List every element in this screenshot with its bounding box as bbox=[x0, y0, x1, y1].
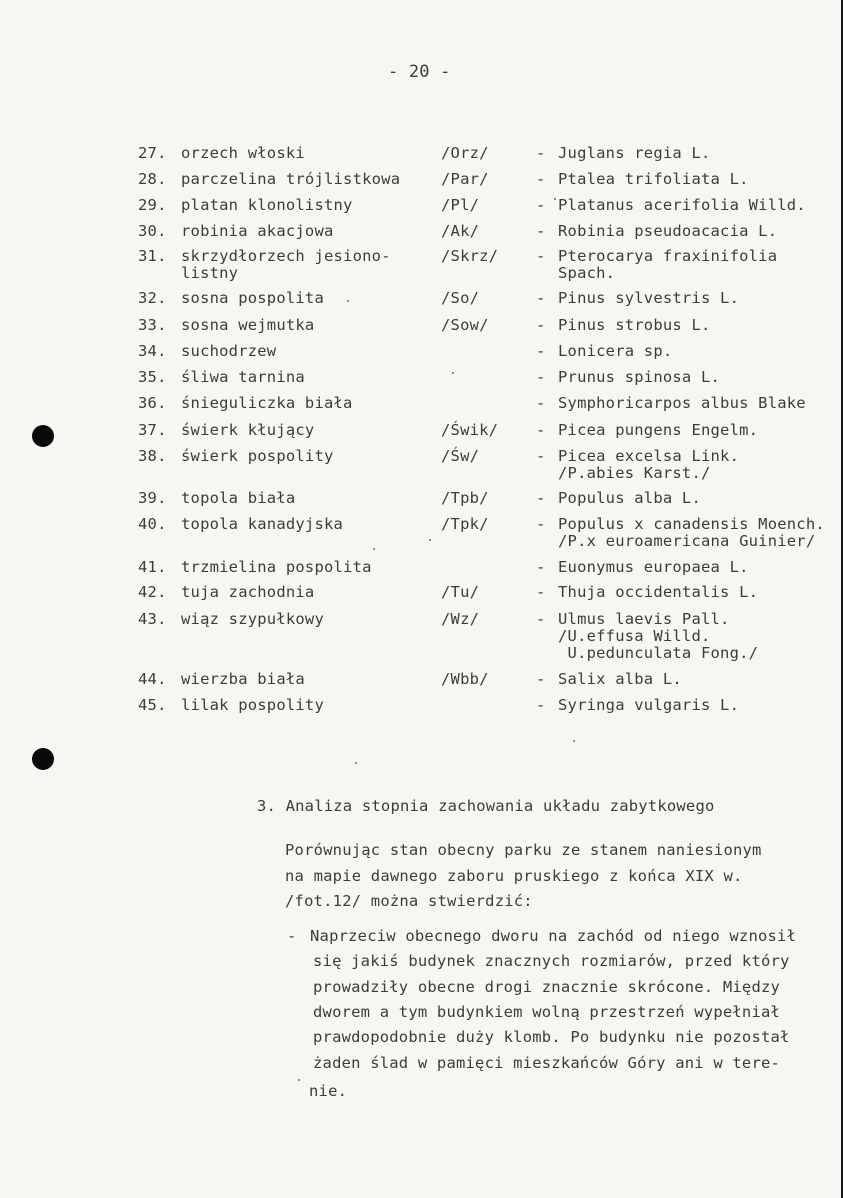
species-number: 44. bbox=[138, 670, 167, 688]
species-polish-name: świerk kłujący bbox=[181, 421, 315, 439]
species-dash: - bbox=[536, 196, 546, 214]
bullet-line: Naprzeciw obecnego dworu na zachód od niego wznosił bbox=[310, 927, 797, 945]
species-abbreviation: /Świk/ bbox=[441, 421, 499, 439]
species-dash: - bbox=[536, 316, 546, 334]
species-latin-name: Pterocarya fraxinifolia bbox=[558, 247, 778, 265]
species-latin-name: U.pedunculata Fong./ bbox=[558, 644, 759, 662]
species-abbreviation: /Tu/ bbox=[441, 583, 480, 601]
species-latin-name: Spach. bbox=[558, 264, 616, 282]
species-number: 41. bbox=[138, 558, 167, 576]
species-polish-name: wierzba biała bbox=[181, 670, 305, 688]
species-polish-name: topola biała bbox=[181, 489, 296, 507]
paper-speck bbox=[554, 198, 556, 200]
species-polish-name: parczelina trójlistkowa bbox=[181, 170, 401, 188]
species-abbreviation: /Sow/ bbox=[441, 316, 489, 334]
paper-speck bbox=[452, 372, 454, 374]
paper-speck bbox=[298, 1079, 300, 1081]
paper-speck bbox=[373, 548, 375, 550]
species-number: 43. bbox=[138, 610, 167, 628]
species-dash: - bbox=[536, 696, 546, 714]
species-dash: - bbox=[536, 489, 546, 507]
species-polish-name: wiąz szypułkowy bbox=[181, 610, 324, 628]
species-polish-name: trzmielina pospolita bbox=[181, 558, 372, 576]
species-dash: - bbox=[536, 421, 546, 439]
species-polish-name: śnieguliczka biała bbox=[181, 394, 353, 412]
species-latin-name: Pinus strobus L. bbox=[558, 316, 711, 334]
species-polish-name: orzech włoski bbox=[181, 144, 305, 162]
species-polish-name: platan klonolistny bbox=[181, 196, 353, 214]
species-number: 42. bbox=[138, 583, 167, 601]
species-dash: - bbox=[536, 583, 546, 601]
species-number: 30. bbox=[138, 222, 167, 240]
species-dash: - bbox=[536, 447, 546, 465]
species-latin-name: Salix alba L. bbox=[558, 670, 682, 688]
bullet-line: dworem a tym budynkiem wolną przestrzeń wypełniał bbox=[313, 1003, 781, 1021]
species-polish-name: świerk pospolity bbox=[181, 447, 334, 465]
species-dash: - bbox=[536, 610, 546, 628]
species-latin-name: Ptalea trifoliata L. bbox=[558, 170, 749, 188]
bullet-line: prawdopodobnie duży klomb. Po budynku nie pozostał bbox=[313, 1028, 790, 1046]
species-polish-name: skrzydłorzech jesiono- listny bbox=[181, 247, 391, 282]
species-polish-name: śliwa tarnina bbox=[181, 368, 305, 386]
species-latin-name: Populus x canadensis Moench. bbox=[558, 515, 825, 533]
species-abbreviation: /Tpb/ bbox=[441, 489, 489, 507]
species-number: 27. bbox=[138, 144, 167, 162]
species-number: 36. bbox=[138, 394, 167, 412]
species-abbreviation: /Pl/ bbox=[441, 196, 480, 214]
intro-line: /fot.12/ można stwierdzić: bbox=[285, 892, 533, 910]
species-polish-name: lilak pospolity bbox=[181, 696, 324, 714]
species-latin-name: Symphoricarpos albus Blake bbox=[558, 394, 806, 412]
species-latin-name: Pinus sylvestris L. bbox=[558, 289, 740, 307]
species-latin-name: Thuja occidentalis L. bbox=[558, 583, 759, 601]
paper-speck bbox=[347, 300, 349, 302]
bullet-line: prowadziły obecne drogi znacznie skrócone. Między bbox=[313, 978, 781, 996]
bullet-line: się jakiś budynek znacznych rozmiarów, przed który bbox=[313, 952, 790, 970]
bullet-line: żaden ślad w pamięci mieszkańców Góry ani w tere- bbox=[313, 1054, 781, 1072]
species-number: 28. bbox=[138, 170, 167, 188]
species-polish-name: tuja zachodnia bbox=[181, 583, 315, 601]
species-abbreviation: /So/ bbox=[441, 289, 480, 307]
paper-speck bbox=[429, 539, 431, 541]
species-number: 34. bbox=[138, 342, 167, 360]
species-dash: - bbox=[536, 558, 546, 576]
species-dash: - bbox=[536, 515, 546, 533]
species-latin-name: Ulmus laevis Pall. bbox=[558, 610, 730, 628]
species-abbreviation: /Wz/ bbox=[441, 610, 480, 628]
species-number: 39. bbox=[138, 489, 167, 507]
species-abbreviation: /Wbb/ bbox=[441, 670, 489, 688]
paper-speck bbox=[573, 740, 575, 742]
species-dash: - bbox=[536, 342, 546, 360]
species-abbreviation: /Ak/ bbox=[441, 222, 480, 240]
species-abbreviation: /Orz/ bbox=[441, 144, 489, 162]
species-dash: - bbox=[536, 368, 546, 386]
species-dash: - bbox=[536, 670, 546, 688]
species-number: 33. bbox=[138, 316, 167, 334]
species-number: 38. bbox=[138, 447, 167, 465]
intro-line: Porównując stan obecny parku ze stanem naniesionym bbox=[285, 841, 762, 859]
page-number: - 20 - bbox=[388, 62, 451, 82]
species-latin-name: /P.x euroamericana Guinier/ bbox=[558, 532, 816, 550]
species-number: 29. bbox=[138, 196, 167, 214]
species-polish-name: suchodrzew bbox=[181, 342, 277, 360]
species-latin-name: Picea pungens Engelm. bbox=[558, 421, 759, 439]
species-number: 31. bbox=[138, 247, 167, 265]
species-dash: - bbox=[536, 144, 546, 162]
species-dash: - bbox=[536, 170, 546, 188]
bullet-dash: - bbox=[287, 927, 297, 945]
species-number: 35. bbox=[138, 368, 167, 386]
species-number: 45. bbox=[138, 696, 167, 714]
punch-hole bbox=[32, 425, 54, 447]
section-heading: 3. Analiza stopnia zachowania układu zabytkowego bbox=[257, 797, 715, 815]
species-number: 32. bbox=[138, 289, 167, 307]
species-polish-name: sosna pospolita bbox=[181, 289, 324, 307]
species-dash: - bbox=[536, 247, 546, 265]
species-latin-name: Picea excelsa Link. bbox=[558, 447, 740, 465]
species-dash: - bbox=[536, 222, 546, 240]
species-number: 40. bbox=[138, 515, 167, 533]
species-abbreviation: /Św/ bbox=[441, 447, 480, 465]
species-latin-name: Populus alba L. bbox=[558, 489, 701, 507]
species-latin-name: Syringa vulgaris L. bbox=[558, 696, 740, 714]
species-latin-name: Robinia pseudoacacia L. bbox=[558, 222, 778, 240]
species-polish-name: topola kanadyjska bbox=[181, 515, 344, 533]
species-polish-name: sosna wejmutka bbox=[181, 316, 315, 334]
species-latin-name: Euonymus europaea L. bbox=[558, 558, 749, 576]
species-dash: - bbox=[536, 394, 546, 412]
intro-line: na mapie dawnego zaboru pruskiego z końca XIX w. bbox=[285, 867, 743, 885]
species-abbreviation: /Par/ bbox=[441, 170, 489, 188]
species-latin-name: Lonicera sp. bbox=[558, 342, 673, 360]
species-latin-name: Juglans regia L. bbox=[558, 144, 711, 162]
species-latin-name: /P.abies Karst./ bbox=[558, 464, 711, 482]
species-abbreviation: /Skrz/ bbox=[441, 247, 499, 265]
paper-speck bbox=[355, 762, 357, 764]
species-dash: - bbox=[536, 289, 546, 307]
species-latin-name: Prunus spinosa L. bbox=[558, 368, 721, 386]
species-latin-name: /U.effusa Willd. bbox=[558, 627, 711, 645]
species-latin-name: Platanus acerifolia Willd. bbox=[558, 196, 806, 214]
bullet-line: nie. bbox=[309, 1082, 348, 1100]
punch-hole bbox=[32, 748, 54, 770]
species-polish-name: robinia akacjowa bbox=[181, 222, 334, 240]
species-number: 37. bbox=[138, 421, 167, 439]
species-abbreviation: /Tpk/ bbox=[441, 515, 489, 533]
